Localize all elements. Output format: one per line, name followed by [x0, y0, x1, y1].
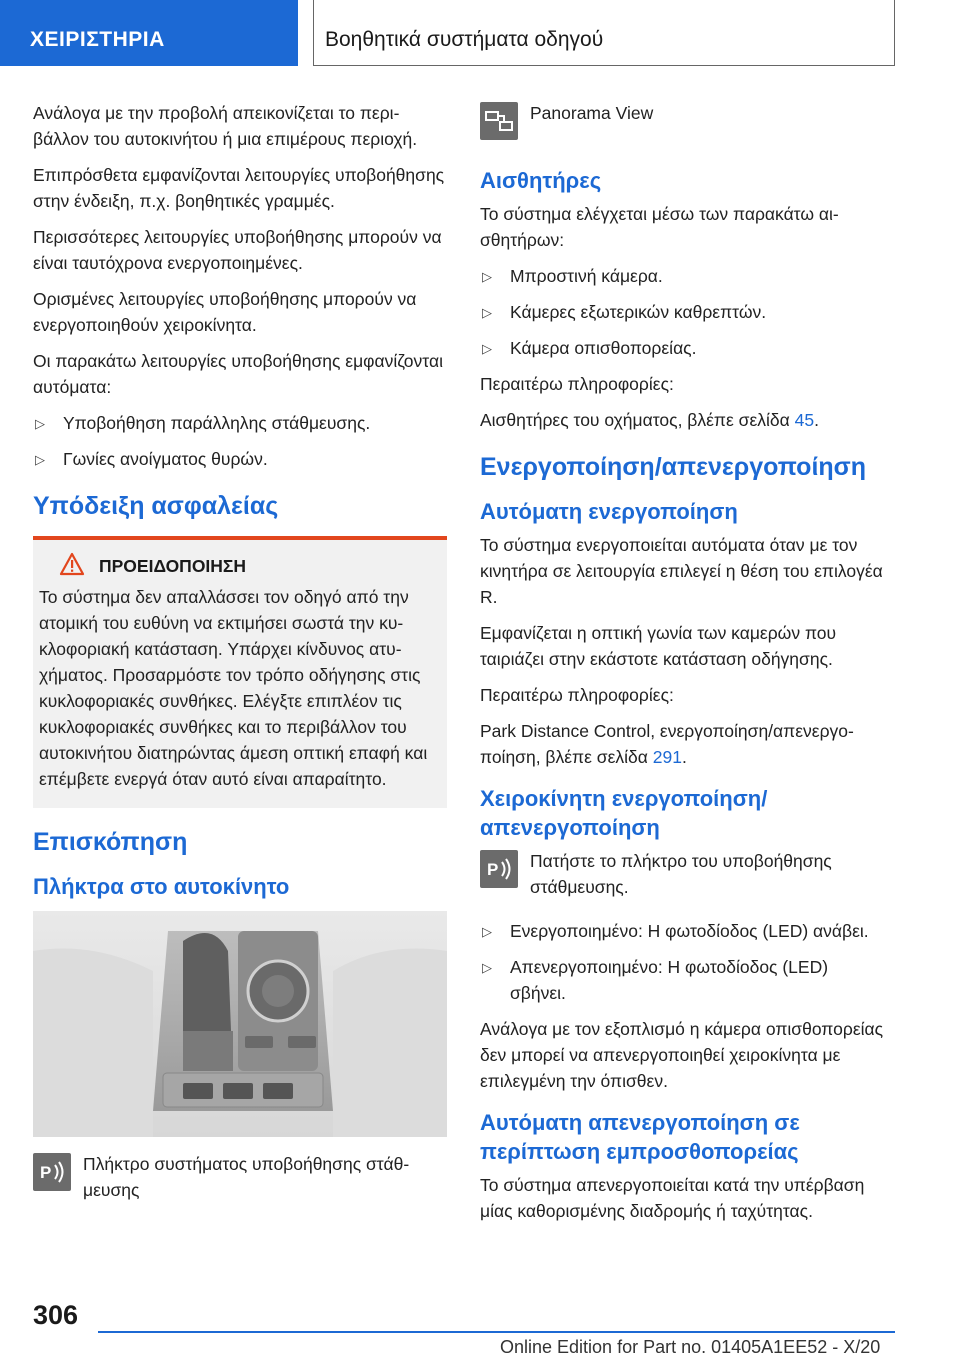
panorama-view-label: Panorama View — [530, 103, 654, 123]
header-divider-right — [894, 0, 895, 66]
parking-assistant-button-icon — [480, 850, 518, 888]
triangle-bullet-icon: ▷ — [482, 269, 492, 284]
list-item — [33, 410, 447, 436]
list-item — [480, 918, 885, 944]
list-item-text: Κάμερες εξωτερικών καθρεπτών. — [510, 302, 767, 322]
page-number: 306 — [33, 1300, 79, 1330]
warning-title: ΠΡΟΕΙΔΟΠΟΙΗΣΗ — [99, 556, 247, 576]
center-console-photo — [33, 911, 447, 1137]
paragraph: Ορισμένες λειτουργίες υποβοήθησης μπορούν να ενεργοποιηθούν χειροκίνητα. — [33, 289, 417, 335]
parking-assistant-button-icon — [33, 1153, 71, 1191]
triangle-bullet-icon: ▷ — [482, 341, 492, 356]
paragraph: Οι παρακάτω λειτουργίες υποβοήθησης εμφανίζονται αυτόματα: — [33, 351, 443, 397]
reference-text: Αισθητήρες του οχήματος, βλέπε σελίδα — [480, 410, 795, 430]
sensors-heading: Αισθητήρες — [480, 168, 602, 193]
list-item-text: Γωνίες ανοίγματος θυρών. — [63, 449, 268, 469]
right-column — [480, 100, 885, 1234]
activation-heading: Ενεργοποίηση/απενεργοποίηση — [480, 453, 867, 481]
header-underline — [313, 65, 895, 66]
list-item — [480, 335, 885, 361]
triangle-bullet-icon: ▷ — [482, 924, 492, 939]
header-divider — [313, 0, 314, 66]
page-header — [0, 0, 960, 66]
paragraph: Περαιτέρω πληροφορίες: — [480, 685, 674, 705]
triangle-bullet-icon: ▷ — [482, 305, 492, 320]
paragraph: Το σύστημα ελέγχεται μέσω των παρακάτω αισθητήρων: — [480, 204, 839, 250]
warning-triangle-icon — [59, 552, 85, 576]
manual-button-row — [480, 848, 885, 900]
paragraph: Περισσότερες λειτουργίες υποβοήθησης μπορούν να είναι ταυτόχρονα ενεργοποιημένες. — [33, 227, 442, 273]
page-link[interactable]: 45 — [794, 410, 815, 430]
auto-deactivation-heading: Αυτόματη απενεργοποίηση σε περίπτωση εμπροσθοπορείας — [480, 1110, 800, 1164]
auto-activation-heading: Αυτόματη ενεργοποίηση — [480, 499, 738, 524]
warning-text: Το σύστημα δεν απαλλάσσει τον οδηγό από την ατομική του ευθύνη να εκτιμήσει σωστά την κυκλοφοριακή κατάσταση. Υπάρχει κίνδυνος ατυχήματος. Προσαρμόστε τον τρόπο οδήγησης στις κυκλοφοριακές συνθήκες. Ελέγξτε επιπλέον τις κυκλοφοριακές συνθήκες και το περιβάλλον του αυτοκινήτου διατηρώντας άμεση οπτική επαφή και επέμβετε ενεργά όταν αυτό είναι απαραίτητο. — [39, 587, 428, 789]
cross-reference: Park Distance Control, ενεργοποίηση/απενεργοποίηση, βλέπε σελίδα 291. — [480, 721, 854, 767]
console-illustration — [33, 911, 447, 1137]
list-item-text: Υποβοήθηση παράλληλης στάθμευσης. — [63, 413, 371, 433]
list-item-text: Μπροστινή κάμερα. — [510, 266, 663, 286]
svg-text:P: P — [487, 860, 499, 879]
list-item — [480, 299, 885, 325]
triangle-bullet-icon: ▷ — [482, 960, 492, 975]
panorama-view-icon — [480, 102, 518, 140]
list-item — [480, 954, 885, 1006]
paragraph: Το σύστημα ενεργοποιείται αυτόματα όταν με τον κινητήρα σε λειτουργία επιλεγεί η θέση του επιλογέα R. — [480, 535, 883, 607]
triangle-bullet-icon: ▷ — [35, 452, 45, 467]
section-title: Βοηθητικά συστήματα οδηγού — [325, 28, 604, 51]
manual-activation-heading: Χειροκίνητη ενεργοποίηση/ απενεργοποίηση — [480, 786, 768, 840]
paragraph: Επιπρόσθετα εμφανίζονται λειτουργίες υποβοήθησης στην ένδειξη, π.χ. βοηθητικές γραμμές. — [33, 165, 445, 211]
warning-box — [33, 536, 447, 808]
caption-with-icon — [33, 1151, 447, 1203]
list-item-text: Κάμερα οπισθοπορείας. — [510, 338, 697, 358]
reference-text: Park Distance Control, ενεργοποίηση/απενεργοποίηση, βλέπε σελίδα — [480, 721, 854, 767]
list-item-text: Απενεργοποιημένο: Η φωτοδίοδος (LED) σβήνει. — [510, 957, 829, 1003]
list-item-text: Ενεργοποιημένο: Η φωτοδίοδος (LED) ανάβει. — [510, 921, 869, 941]
chapter-tab[interactable]: ΧΕΙΡΙΣΤΗΡΙΑ — [0, 0, 298, 66]
paragraph: Ανάλογα με τον εξοπλισμό η κάμερα οπισθοπορείας δεν μπορεί να απενεργοποιηθεί χειροκίνητα με επιλεγμένη την όπισθεν. — [480, 1019, 884, 1091]
paragraph: Το σύστημα απενεργοποιείται κατά την υπέρβαση μίας καθορισμένης διαδρομής ή ταχύτητας. — [480, 1175, 865, 1221]
list-item — [33, 446, 447, 472]
paragraph: Περαιτέρω πληροφορίες: — [480, 374, 674, 394]
list-item — [480, 263, 885, 289]
footer-rule — [98, 1331, 895, 1333]
cross-reference: Αισθητήρες του οχήματος, βλέπε σελίδα 45. — [480, 410, 819, 430]
safety-heading: Υπόδειξη ασφαλείας — [33, 492, 279, 520]
panorama-view-row — [480, 100, 885, 144]
triangle-bullet-icon: ▷ — [35, 416, 45, 431]
paragraph: Εμφανίζεται η οπτική γωνία των καμερών που ταιριάζει στην εκάστοτε κατάσταση οδήγησης. — [480, 623, 837, 669]
paragraph: Ανάλογα με την προβολή απεικονίζεται το περιβάλλον του αυτοκινήτου ή μια επιμέρους περιοχή. — [33, 103, 418, 149]
svg-text:P: P — [40, 1163, 52, 1182]
instruction-text: Πατήστε το πλήκτρο του υποβοήθησης στάθμευσης. — [530, 851, 832, 897]
warning-header — [39, 554, 441, 578]
photo-caption: Πλήκτρο συστήματος υποβοήθησης στάθμευσης — [83, 1154, 410, 1200]
page-link[interactable]: 291 — [652, 747, 682, 767]
buttons-heading: Πλήκτρα στο αυτοκίνητο — [33, 874, 290, 899]
left-column — [33, 100, 447, 1215]
edition-note: Online Edition for Part no. 01405A1EE52 - X/20 — [500, 1337, 881, 1357]
overview-heading: Επισκόπηση — [33, 828, 188, 856]
